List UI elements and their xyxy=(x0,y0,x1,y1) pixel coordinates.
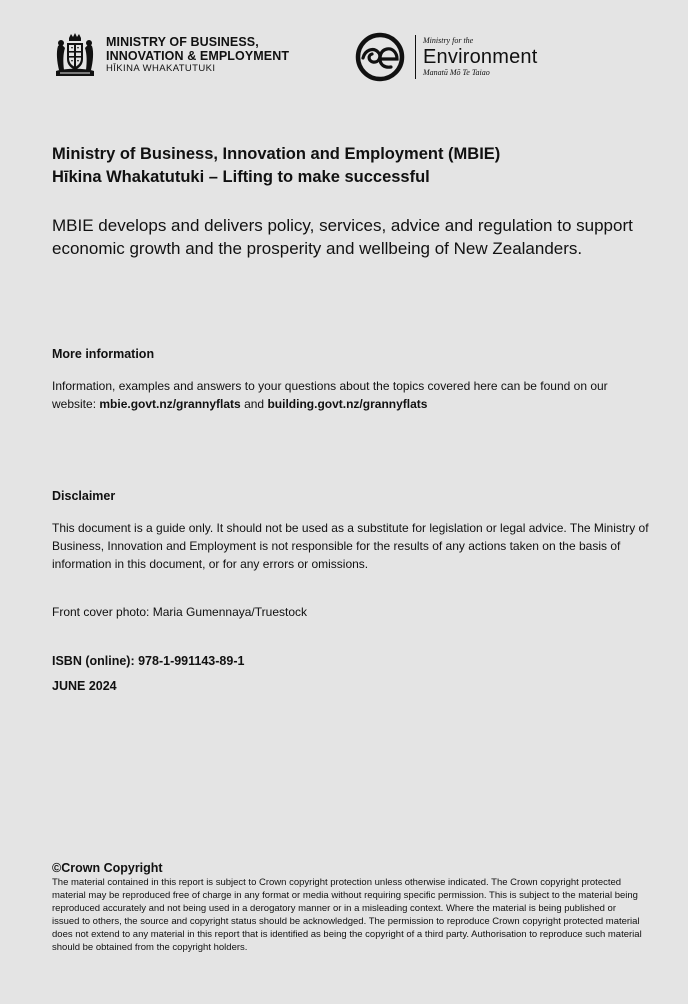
document-title xyxy=(52,143,652,189)
mfe-logo-bottom: Manatū Mō Te Taiao xyxy=(423,68,490,77)
mfe-logo xyxy=(355,32,537,82)
copyright-heading: ©Crown Copyright xyxy=(52,861,163,875)
mbie-logo-line2: INNOVATION & EMPLOYMENT xyxy=(106,49,290,63)
more-info-joiner: and xyxy=(244,397,265,411)
nz-coat-of-arms-icon xyxy=(52,32,98,78)
mbie-logo xyxy=(52,32,289,78)
more-info-text: Information, examples and answers to your questions about the topics covered here can be found on our website: xyxy=(52,379,608,411)
mbie-logo-line3: HĪKINA WHAKATUTUKI xyxy=(106,63,216,74)
mfe-logo-top: Ministry for the xyxy=(423,36,474,45)
mbie-website-link[interactable]: mbie.govt.nz/grannyflats xyxy=(99,397,241,411)
copyright-text: The material contained in this report is subject to Crown copyright protection unless otherwise indicated. The Crown copyright protected material may be reproduced free of charge in any format or media without requiring specific permission. This is subject to the material being reproduced accurately and not being used in a derogatory manner or in a misleading context. Where the material is being published or issued to others, the source and copyright status should be acknowledged. The permission to reproduce Crown copyright protected material does not extend to any material in this report that is identified as being the copyright of a third party. Authorisation to reproduce such material should be obtained from the copyright holders. xyxy=(52,877,642,953)
more-info-heading: More information xyxy=(52,347,155,361)
disclaimer-heading: Disclaimer xyxy=(52,489,116,503)
more-info-paragraph xyxy=(52,377,652,413)
mbie-logo-line1: MINISTRY OF BUSINESS, xyxy=(106,35,259,49)
title-line-2: Hīkina Whakatutuki – Lifting to make successful xyxy=(52,168,430,186)
building-website-link[interactable]: building.govt.nz/grannyflats xyxy=(267,397,428,411)
isbn: ISBN (online): 978-1-991143-89-1 xyxy=(52,654,245,668)
title-line-1: Ministry of Business, Innovation and Employment (MBIE) xyxy=(52,145,501,163)
disclaimer-text: This document is a guide only. It should not be used as a substitute for legislation or legal advice. The Ministry of Business, Innovation and Employment is not responsible for the results of any actions taken on the basis of information in this document, or for any errors or omissions. xyxy=(52,521,649,571)
publication-date: JUNE 2024 xyxy=(52,679,117,693)
mfe-logo-divider xyxy=(415,35,416,79)
cover-photo-credit: Front cover photo: Maria Gumennaya/Truestock xyxy=(52,605,307,619)
mfe-logo-name: Environment xyxy=(423,46,538,68)
mfe-emblem-icon xyxy=(355,32,405,82)
intro-paragraph: MBIE develops and delivers policy, services, advice and regulation to support economic growth and the prosperity and wellbeing of New Zealanders. xyxy=(52,216,633,258)
